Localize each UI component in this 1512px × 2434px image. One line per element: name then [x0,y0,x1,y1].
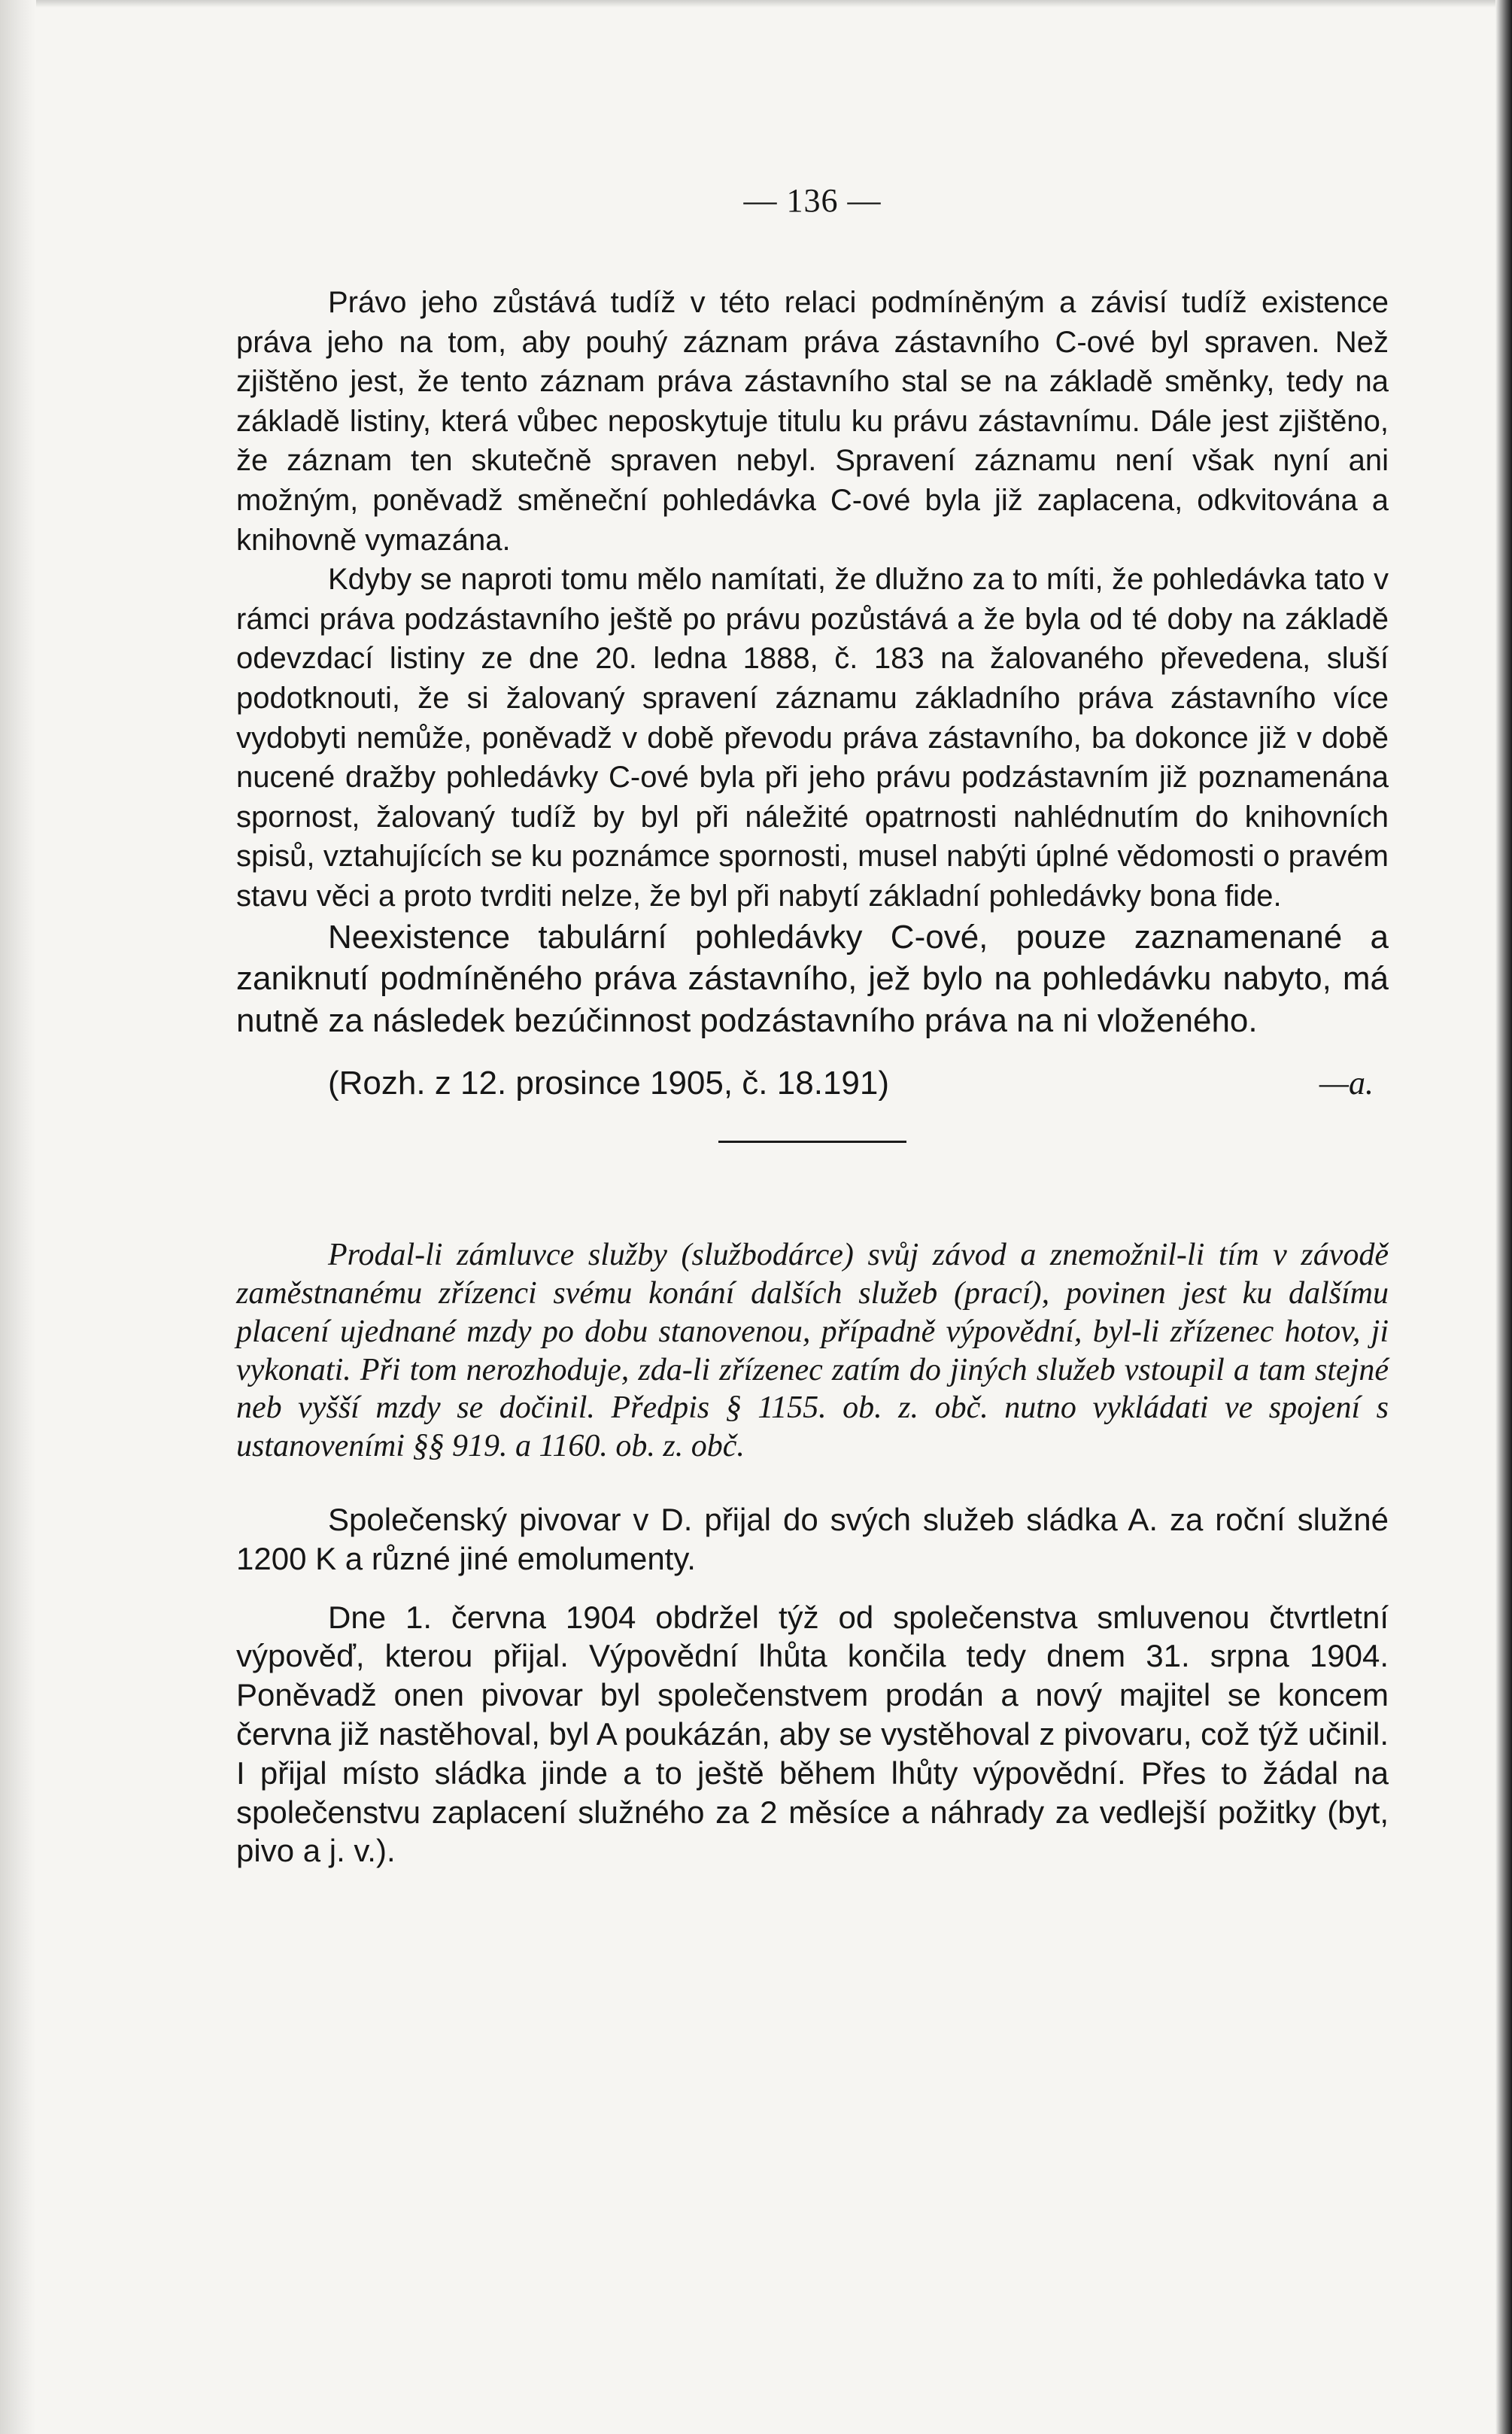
case-paragraph-2: Dne 1. června 1904 obdržel týž od společenstva smluvenou čtvrtletní výpověď, kterou přijal. Výpovědní lhůta končila tedy dnem 31. srpna 1904. Poněvadž onen pivovar byl společenstvem prodán a nový majitel se koncem června již nastěhoval, byl A poukázán, aby se vystěhoval z pivovaru, což týž učinil. I přijal místo sládka jinde a to ještě během lhůty výpovědní. Přes to žádal na společenstvu zaplacení služného za 2 měsíce a náhrady za vedlejší požitky (byt, pivo a j. v.). [236,1599,1389,1869]
scan-edge-left [0,0,36,2434]
section-divider [718,1141,906,1143]
scan-edge-right [1495,0,1512,2434]
paragraph-1: Právo jeho zůstává tudíž v této relaci podmíněným a závisí tudíž existence práva jeho na tom, aby pouhý záznam práva zástavního C-ové byl spraven. Než zjištěno jest, že tento záznam práva zástavního stal se na základě směnky, tedy na základě listiny, která vůbec neposkytuje titulu ku právu zástavnímu. Dále jest zjištěno, že záznam ten skutečně spraven nebyl. Spravení záznamu není však nyní ani možným, poněvadž směneční pohledávka C-ové byla již zaplacena, odkvitována a knihovně vymazána. [236,286,1389,557]
page-number: — 136 — [743,182,882,219]
citation [236,1062,1389,1105]
paragraph-3: Neexistence tabulární pohledávky C-ové, pouze zaznamenané a zaniknutí podmíněného práva zástavního, jež bylo na pohledávku nabyto, má nutně za následek bezúčinnost podzástavního práva na ni vloženého. [236,918,1389,1039]
case-paragraph-1: Společenský pivovar v D. přijal do svých služeb sládka A. za roční služné 1200 K a různé jiné emolumenty. [236,1502,1389,1576]
headnote: Prodal-li zámluvce služby (službodárce) svůj závod a znemožnil-li tím v závodě zaměstnanému zřízenci svému konání dalších služeb (prací), povinen jest ku dalšímu placení ujednané mzdy po dobu stanovenou, případně výpovědní, byl-li zřízenec hotov, ji vykonati. Při tom nerozhoduje, zda-li zřízenec zatím do jiných služeb vstoupil a tam stejné neb vyšší mzdy se dočinil. Předpis § 1155. ob. z. obč. nutno vykládati ve spojení s ustanoveními §§ 919. a 1160. ob. z. obč. [236,1238,1389,1464]
paragraph-2: Kdyby se naproti tomu mělo namítati, že dlužno za to míti, že pohledávka tato v rámci práva podzástavního ještě po právu pozůstává a že byla od té doby na základě odevzdací listiny ze dne 20. ledna 1888, č. 183 na žalovaného převedena, sluší podotknouti, že si žalovaný spravení záznamu základního práva zástavního více vydobyti nemůže, poněvadž v době převodu práva zástavního, ba dokonce již v době nucené dražby pohledávky C-ové byla při jeho právu podzástavním již poznamenána spornost, žalovaný tudíž by byl při náležité opatrnosti nahlédnutím do knihovních spisů, vztahujících se ku poznámce spornosti, musel nabýti úplné vědomosti o pravém stavu věci a proto tvrditi nelze, že byl při nabytí základní pohledávky bona fide. [236,563,1389,913]
citation-text: (Rozh. z 12. prosince 1905, č. 18.191) [328,1065,889,1102]
scan-edge-top [0,0,1512,8]
citation-signature: —a. [1319,1065,1374,1102]
text-block [236,181,1389,1870]
